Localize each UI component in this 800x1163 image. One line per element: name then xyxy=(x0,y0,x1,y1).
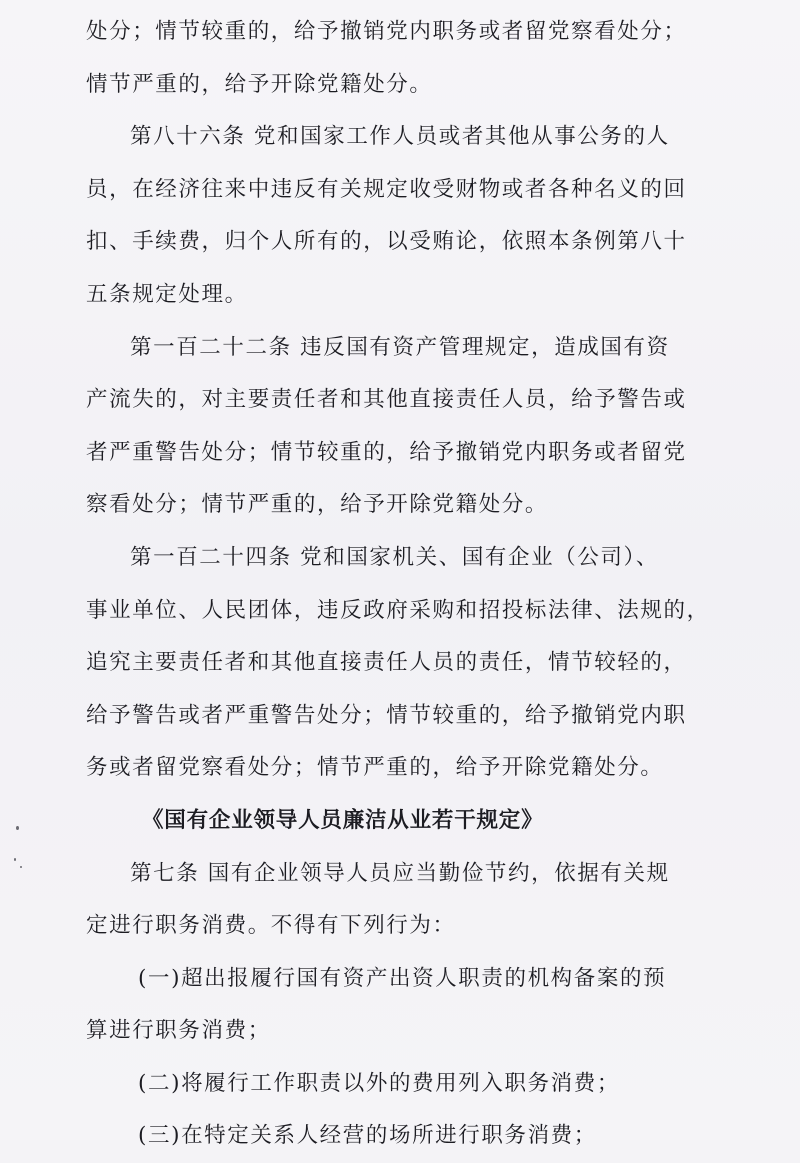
text-line: 察看处分；情节严重的，给予开除党籍处分。 xyxy=(86,492,549,518)
text-line: 事业单位、人民团体，违反政府采购和招投标法律、法规的， xyxy=(86,597,710,623)
article-124-start: 第一百二十四条 党和国家机关、国有企业（公司）、 xyxy=(130,544,659,570)
text-line: 处分；情节较重的，给予撤销党内职务或者留党察看处分； xyxy=(86,19,687,44)
text-line: 务或者留党察看处分；情节严重的，给予开除党籍处分。 xyxy=(86,755,664,781)
text-line: 情节严重的，给予开除党籍处分。 xyxy=(86,71,433,97)
text-line: 给予警告或者严重警告处分；情节较重的，给予撤销党内职 xyxy=(86,702,687,728)
scan-speck xyxy=(20,866,22,868)
list-item-1: (一)超出报履行国有资产出资人职责的机构备案的预 xyxy=(138,965,667,991)
article-86-start: 第八十六条 党和国家工作人员或者其他从事公务的人 xyxy=(130,124,670,150)
article-122-start: 第一百二十二条 违反国有资产管理规定，造成国有资 xyxy=(130,334,670,360)
scan-speck xyxy=(14,858,16,861)
scan-speck xyxy=(16,826,19,830)
list-item-3: (三)在特定关系人经营的场所进行职务消费； xyxy=(138,1123,597,1149)
text-line: 员，在经济往来中违反有关规定收受财物或者各种名义的回 xyxy=(86,176,687,202)
article-7-start: 第七条 国有企业领导人员应当勤俭节约，依据有关规 xyxy=(130,860,670,886)
regulation-title: 《国有企业领导人员廉洁从业若干规定》 xyxy=(142,807,544,833)
text-line: 扣、手续费，归个人所有的，以受贿论，依照本条例第八十 xyxy=(86,229,687,255)
text-line: 产流失的，对主要责任者和其他直接责任人员，给予警告或 xyxy=(86,387,687,413)
text-line: 定进行职务消费。不得有下列行为： xyxy=(86,913,456,939)
text-line: 者严重警告处分；情节较重的，给予撤销党内职务或者留党 xyxy=(86,439,687,465)
text-line: 算进行职务消费； xyxy=(86,1018,271,1044)
document-body xyxy=(86,6,736,1163)
list-item-2: (二)将履行工作职责以外的费用列入职务消费； xyxy=(138,1070,620,1096)
text-line: 追究主要责任者和其他直接责任人员的责任，情节较轻的， xyxy=(86,650,687,676)
text-line: 五条规定处理。 xyxy=(86,281,248,307)
